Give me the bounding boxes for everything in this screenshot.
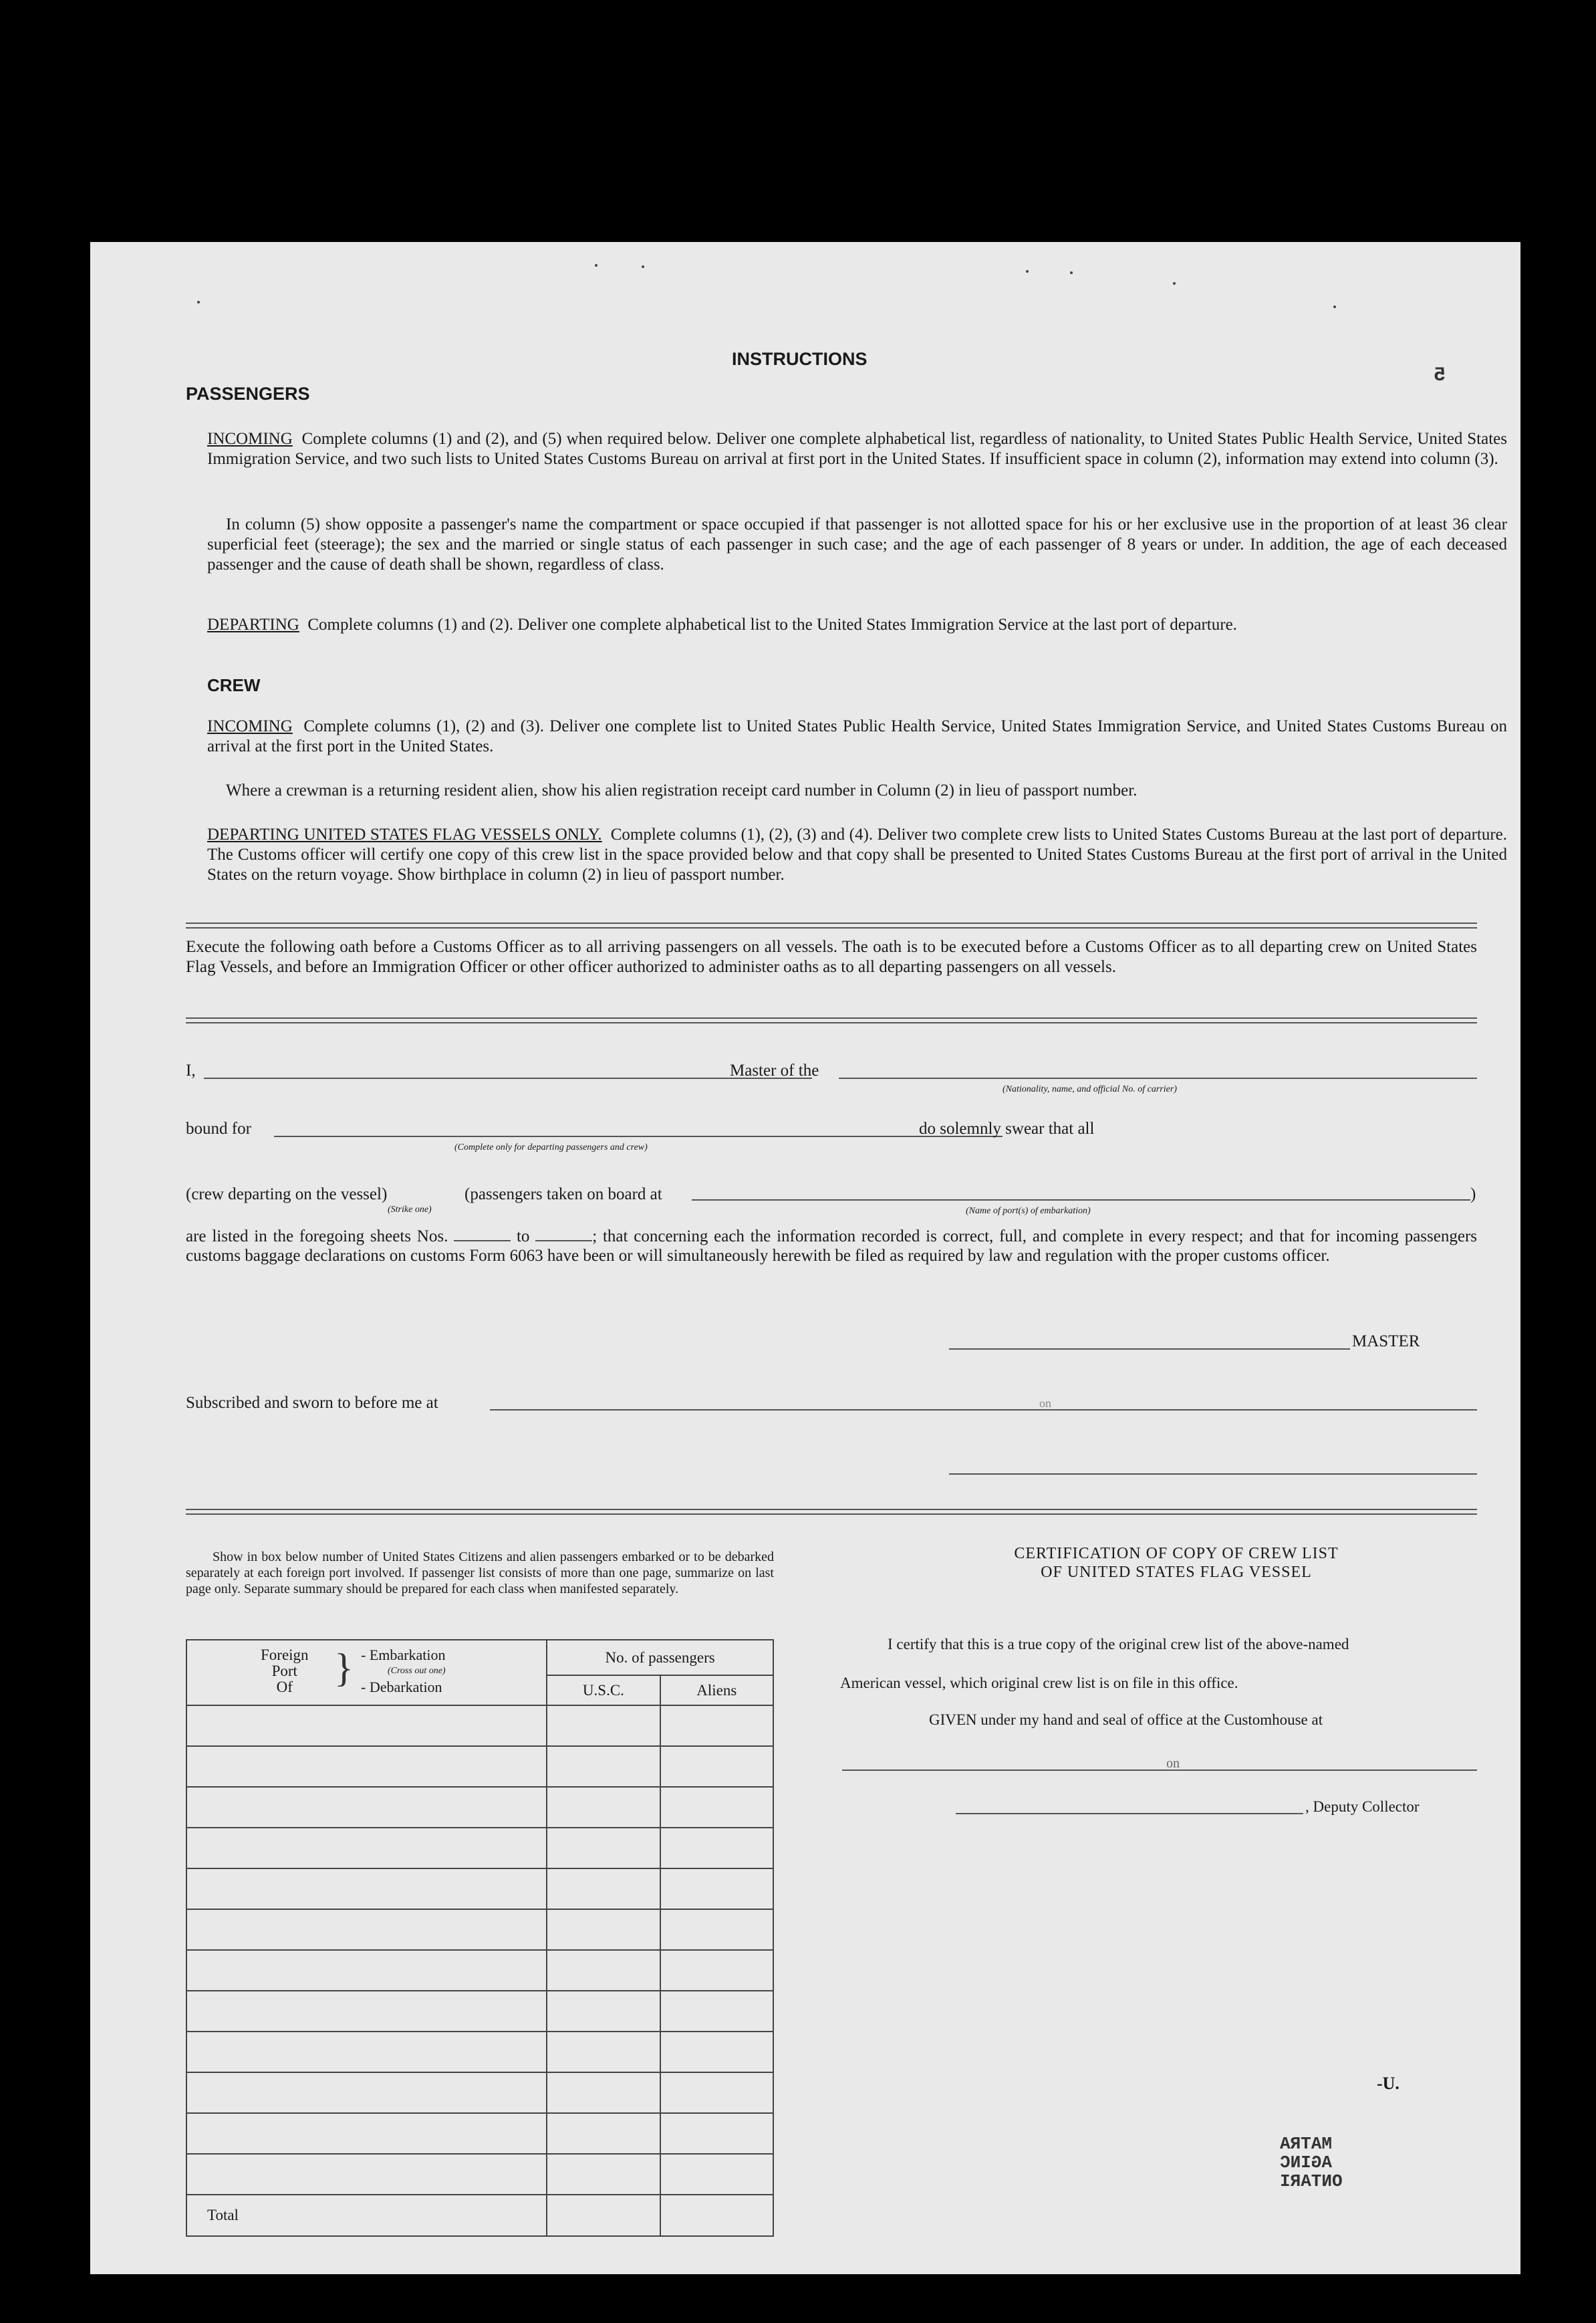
oath-intro: Execute the following oath before a Customs Officer as to all arriving passengers on all vessels. The oath is to be executed before a Customs Officer as to all departing crew on United States Flag Vessels, and before an Immigration Officer or other officer authorized to administer oaths as to all departing passengers on all vessels. [186, 938, 1477, 976]
table-row [186, 1828, 773, 1868]
cross-out-note: (Cross out one) [388, 1666, 446, 1676]
passenger-summary-table [186, 1639, 774, 2237]
certification-line3: GIVEN under my hand and seal of office at the Customhouse at [929, 1711, 1323, 1728]
deputy-collector-signature-field[interactable] [956, 1813, 1303, 1814]
subscribed-place-field[interactable] [490, 1409, 1477, 1411]
port-cell[interactable] [186, 2154, 547, 2195]
table-row [186, 1950, 773, 1991]
embarkation-caption: (Name of port(s) of embarkation) [966, 1206, 1091, 1216]
usc-cell[interactable] [547, 1705, 660, 1746]
officer-signature-field[interactable] [949, 1473, 1477, 1475]
total-label: Total [186, 2195, 547, 2236]
customhouse-field[interactable] [842, 1769, 1477, 1771]
usc-cell[interactable] [547, 1868, 660, 1909]
certification-line1: I certify that this is a true copy of the original crew list of the above-named [888, 1636, 1349, 1653]
incoming-crew-paragraph [207, 717, 1507, 757]
incoming-crew-text: Complete columns (1), (2) and (3). Deliver one complete list to United States Public Health Service, United States Immigration Service, and United States Customs Bureau on arrival at the first port in the United States. [207, 717, 1507, 755]
crew-departing-text: (crew departing on the vessel) [186, 1185, 388, 1203]
incoming-passengers-text: Complete columns (1) and (2), and (5) when required below. Deliver one complete alphabetical list, regardless of nationality, to United States Public Health Service, United States Immigration Service, and two such lists to United States Customs Bureau on arrival at first port in the United States. If insufficient space in column (2), information may extend into column (3). [207, 430, 1507, 468]
sheet-to-field[interactable] [535, 1227, 592, 1241]
table-row [186, 1868, 773, 1909]
master-of-the-label: Master of the [730, 1062, 819, 1080]
table-row [186, 2113, 773, 2154]
total-usc-cell[interactable] [547, 2195, 660, 2236]
strike-one-caption: (Strike one) [388, 1205, 432, 1215]
table-row [186, 2032, 773, 2072]
port-cell[interactable] [186, 1828, 547, 1868]
master-signature-field[interactable] [949, 1348, 1350, 1350]
summary-note: Show in box below number of United States Citizens and alien passengers embarked or to be debarked separately at each foreign port involved. If passenger list consists of more than one page, summarize on last page only. Separate summary should be prepared for each class when manifested separately. [186, 1550, 774, 1596]
departing-passengers-paragraph [207, 615, 1507, 635]
aliens-cell[interactable] [660, 1828, 773, 1868]
aliens-cell[interactable] [660, 2113, 773, 2154]
port-cell[interactable] [186, 1746, 547, 1787]
usc-cell[interactable] [547, 2154, 660, 2195]
usc-cell[interactable] [547, 2113, 660, 2154]
column5-note: In column (5) show opposite a passenger's name the compartment or space occupied if that passenger is not allotted space for his or her exclusive use in the proportion of at least 36 clear superficial feet (steerage); the sex and the married or single status of each passenger in such case; and the age of each passenger of 8 years or under. In addition, the age of each deceased passenger and the cause of death shall be shown, regardless of class. [207, 515, 1507, 574]
table-row [186, 2154, 773, 2195]
aliens-cell[interactable] [660, 1950, 773, 1991]
passengers-taken-text: (passengers taken on board at [464, 1185, 662, 1203]
incoming-crew-label: INCOMING [207, 717, 293, 735]
port-cell[interactable] [186, 1909, 547, 1950]
table-row [186, 1991, 773, 2032]
listed-text-b: ; that concerning each the information recorded is correct, full, and complete in every respect; and that for incoming passengers customs baggage declarations on customs Form 6063 have been or will simultaneously herewith be filed as required by law and regulation with the proper customs officer. [186, 1227, 1477, 1265]
aliens-cell[interactable] [660, 1787, 773, 1828]
foreign-port-of: Foreign Port Of [261, 1646, 309, 1695]
usc-cell[interactable] [547, 1909, 660, 1950]
master-label: MASTER [1352, 1332, 1420, 1350]
usc-cell[interactable] [547, 1950, 660, 1991]
usc-cell[interactable] [547, 1828, 660, 1868]
mirrored-stamp: MATRA AGINC ONTARI [1280, 2134, 1343, 2191]
aliens-cell[interactable] [660, 1868, 773, 1909]
port-cell[interactable] [186, 1705, 547, 1746]
port-cell[interactable] [186, 1950, 547, 1991]
debarkation-option[interactable]: - Debarkation [361, 1679, 442, 1695]
departing-label: DEPARTING [207, 616, 299, 634]
aliens-cell[interactable] [660, 2072, 773, 2113]
port-cell[interactable] [186, 1787, 547, 1828]
port-cell[interactable] [186, 1991, 547, 2032]
passengers-heading: PASSENGERS [186, 384, 310, 404]
usc-cell[interactable] [547, 2072, 660, 2113]
carrier-field[interactable] [839, 1078, 1477, 1079]
embarkation-option[interactable]: - Embarkation [361, 1646, 446, 1663]
usc-cell[interactable] [547, 1991, 660, 2032]
usc-cell[interactable] [547, 1787, 660, 1828]
bound-for-field[interactable] [274, 1136, 1003, 1137]
aliens-cell[interactable] [660, 1705, 773, 1746]
table-row [186, 1705, 773, 1746]
departing-us-flag-label: DEPARTING UNITED STATES FLAG VESSELS ONLY. [207, 826, 602, 844]
departing-us-flag-paragraph [207, 825, 1507, 885]
oath-i: I, [186, 1062, 196, 1080]
subscribed-label: Subscribed and sworn to before me at [186, 1394, 438, 1412]
usc-cell[interactable] [547, 2032, 660, 2072]
sheet-from-field[interactable] [454, 1227, 511, 1241]
port-cell[interactable] [186, 2032, 547, 2072]
divider [186, 923, 1477, 929]
port-cell[interactable] [186, 2072, 547, 2113]
usc-cell[interactable] [547, 1746, 660, 1787]
do-solemnly-text: do solemnly swear that all [919, 1120, 1095, 1138]
departing-us-flag-text: Complete columns (1), (2), (3) and (4). Deliver two complete crew lists to United States Customs Bureau at the last port of departure. The Customs officer will certify one copy of this crew list in the space provided below and that copy shall be presented to United States Customs Bureau at the first port of arrival in the United States on the return voyage. Show birthplace in column (2) in lieu of passport number. [207, 826, 1508, 884]
bottom-mark: -U. [1377, 2074, 1400, 2093]
certification-title-line2: OF UNITED STATES FLAG VESSEL [1041, 1564, 1312, 1581]
master-name-field[interactable] [204, 1078, 812, 1079]
table-row [186, 1787, 773, 1828]
port-cell[interactable] [186, 2113, 547, 2154]
embark-debark-options [361, 1647, 446, 1695]
table-row [186, 1746, 773, 1787]
crewman-note: Where a crewman is a returning resident alien, show his alien registration receipt card number in Column (2) in lieu of passport number. [226, 781, 1138, 800]
brace: } [334, 1646, 354, 1690]
corner-mark: 5 [1434, 364, 1446, 387]
departing-passengers-text: Complete columns (1) and (2). Deliver one complete alphabetical list to the United States Immigration Service at the last port of departure. [307, 616, 1237, 634]
subscribed-on-label: on [1039, 1396, 1051, 1410]
crew-heading: CREW [207, 675, 261, 695]
port-header-cell [186, 1640, 547, 1705]
divider [186, 1017, 1477, 1023]
oath-statement [186, 1227, 1477, 1265]
carrier-caption: (Nationality, name, and official No. of carrier) [1003, 1084, 1177, 1094]
aliens-cell[interactable] [660, 1991, 773, 2032]
instructions-title: INSTRUCTIONS [732, 349, 868, 369]
deputy-collector-label: , Deputy Collector [1305, 1798, 1420, 1815]
col-aliens-header: Aliens [660, 1675, 773, 1705]
table-row [186, 1909, 773, 1950]
aliens-cell[interactable] [660, 1746, 773, 1787]
embarkation-port-field[interactable] [692, 1199, 1470, 1201]
divider [186, 1509, 1477, 1515]
table-row [186, 2072, 773, 2113]
to-text: to [516, 1227, 530, 1245]
incoming-passengers-paragraph [207, 429, 1507, 469]
certification-title [936, 1544, 1417, 1582]
aliens-cell[interactable] [660, 2032, 773, 2072]
close-paren: ) [1470, 1185, 1476, 1203]
bound-for-label: bound for [186, 1120, 251, 1138]
incoming-label: INCOMING [207, 430, 293, 448]
aliens-cell[interactable] [660, 1909, 773, 1950]
bound-caption: (Complete only for departing passengers and crew) [454, 1142, 648, 1152]
no-of-passengers-header: No. of passengers [547, 1640, 773, 1675]
certification-line2: American vessel, which original crew list is on file in this office. [840, 1675, 1238, 1691]
certification-on-label: on [1166, 1756, 1180, 1771]
form-page [90, 242, 1520, 2274]
certification-title-line1: CERTIFICATION OF COPY OF CREW LIST [1014, 1545, 1339, 1562]
total-aliens-cell[interactable] [660, 2195, 773, 2236]
aliens-cell[interactable] [660, 2154, 773, 2195]
port-cell[interactable] [186, 1868, 547, 1909]
col-usc-header: U.S.C. [547, 1675, 660, 1705]
listed-text-a: are listed in the foregoing sheets Nos. [186, 1227, 448, 1245]
